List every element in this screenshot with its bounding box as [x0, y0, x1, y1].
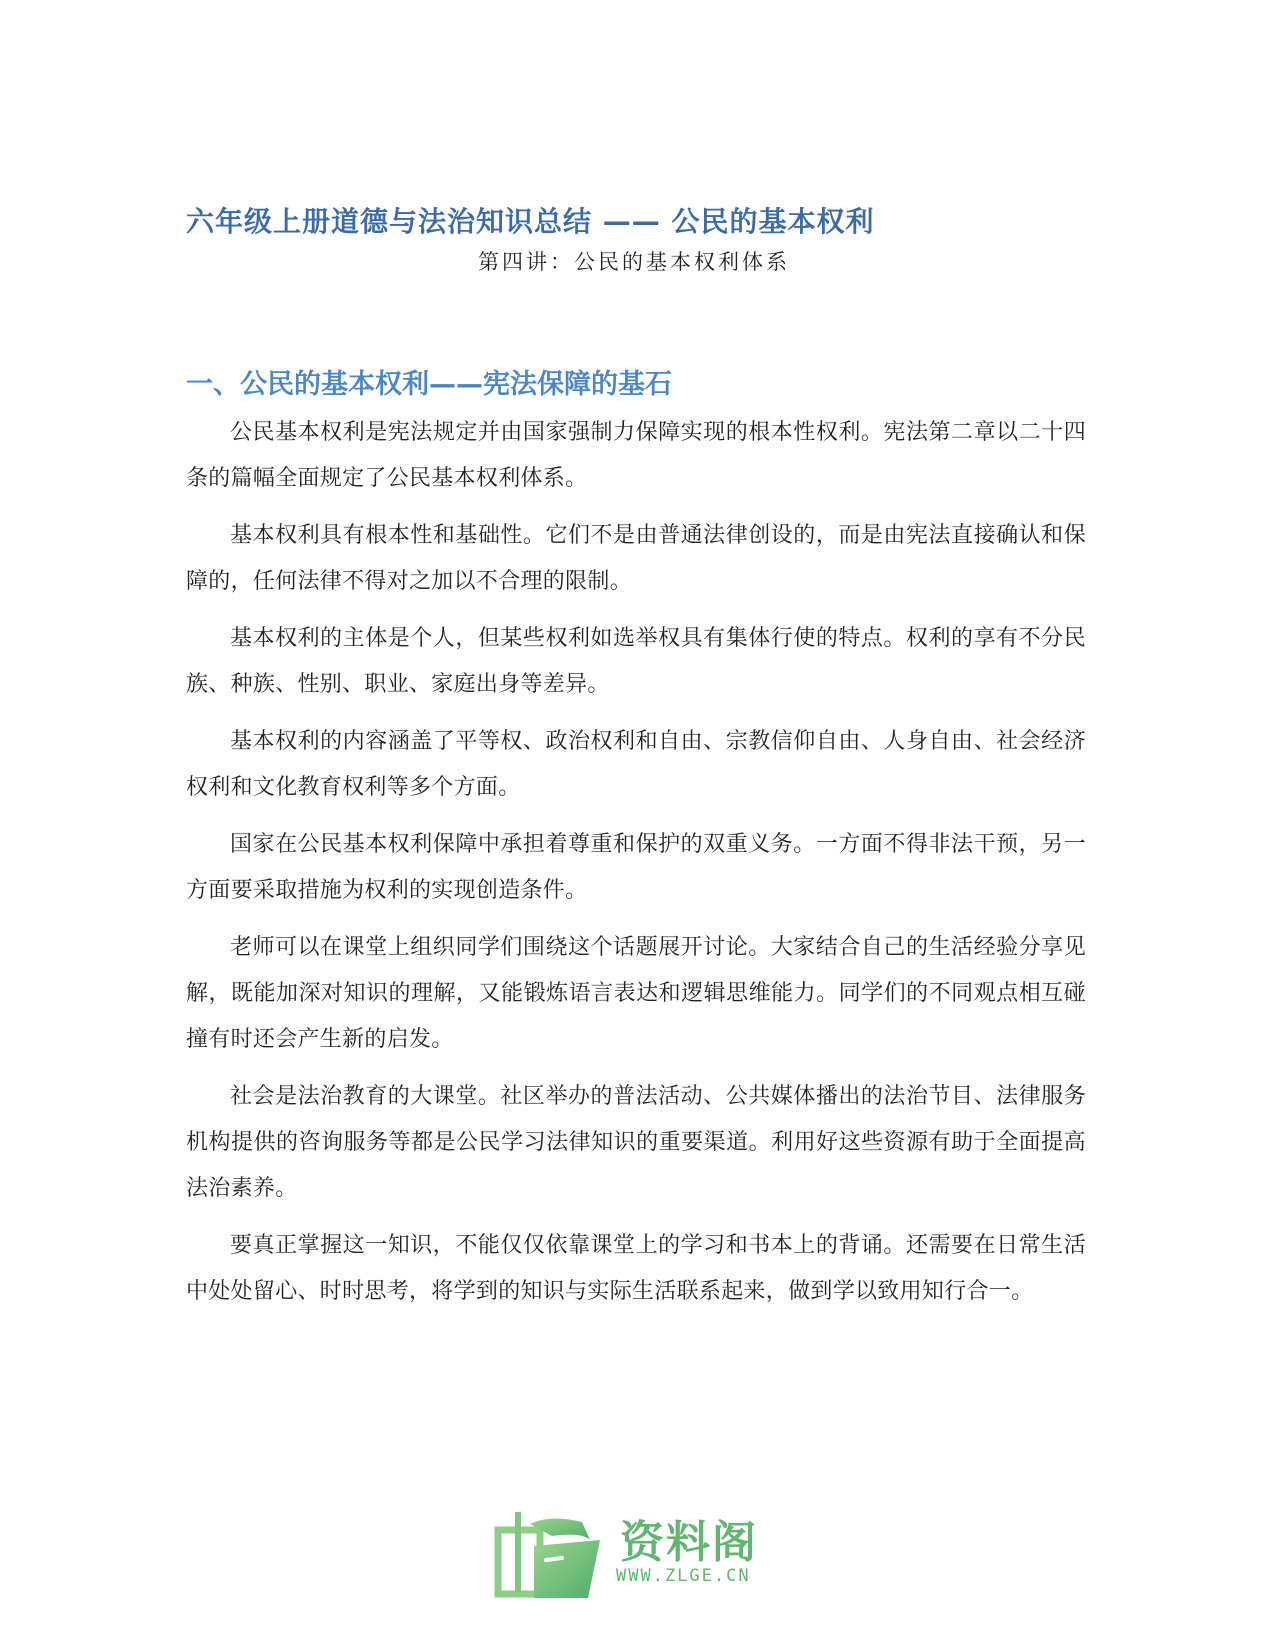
paragraph: 基本权利的主体是个人，但某些权利如选举权具有集体行使的特点。权利的享有不分民族、种族、性别、职业、家庭出身等差异。 [186, 626, 1086, 697]
watermark-name: 资料阁 [620, 1517, 758, 1568]
paragraph: 国家在公民基本权利保障中承担着尊重和保护的双重义务。一方面不得非法干预，另一方面要采取措施为权利的实现创造条件。 [186, 832, 1086, 903]
watermark-url: WWW.ZLGE.CN [616, 1566, 751, 1586]
section-body [186, 410, 1086, 1326]
document-title: 六年级上册道德与法治知识总结 —— 公民的基本权利 [186, 205, 875, 238]
paragraph: 社会是法治教育的大课堂。社区举办的普法活动、公共媒体播出的法治节目、法律服务机构提供的咨询服务等都是公民学习法律知识的重要渠道。利用好这些资源有助于全面提高法治素养。 [186, 1084, 1086, 1201]
watermark-logo [490, 1502, 780, 1602]
paragraph: 基本权利的内容涵盖了平等权、政治权利和自由、宗教信仰自由、人身自由、社会经济权利和文化教育权利等多个方面。 [186, 729, 1086, 800]
open-book-icon [490, 1502, 610, 1602]
paragraph: 基本权利具有根本性和基础性。它们不是由普通法律创设的，而是由宪法直接确认和保障的，任何法律不得对之加以不合理的限制。 [186, 523, 1086, 594]
paragraph: 公民基本权利是宪法规定并由国家强制力保障实现的根本性权利。宪法第二章以二十四条的篇幅全面规定了公民基本权利体系。 [186, 420, 1086, 491]
paragraph: 要真正掌握这一知识，不能仅仅依靠课堂上的学习和书本上的背诵。还需要在日常生活中处处留心、时时思考，将学到的知识与实际生活联系起来，做到学以致用知行合一。 [186, 1233, 1086, 1304]
document-subtitle: 第四讲：公民的基本权利体系 [478, 250, 790, 274]
paragraph: 老师可以在课堂上组织同学们围绕这个话题展开讨论。大家结合自己的生活经验分享见解，既能加深对知识的理解，又能锻炼语言表达和逻辑思维能力。同学们的不同观点相互碰撞有时还会产生新的启发。 [186, 935, 1086, 1052]
section-heading: 一、公民的基本权利——宪法保障的基石 [186, 369, 672, 400]
